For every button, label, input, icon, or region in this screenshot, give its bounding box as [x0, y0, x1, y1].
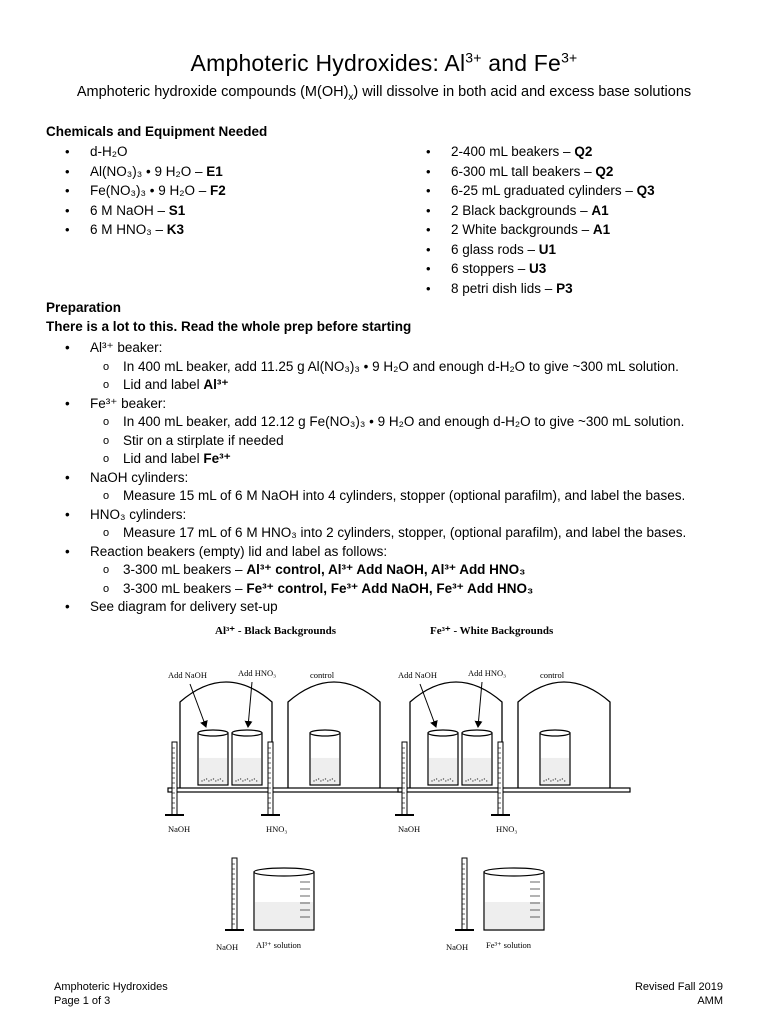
arrow: [478, 682, 482, 727]
label-hno3: HNO₃: [496, 824, 518, 834]
list-item: • Fe(NO₃)₃ • 9 H₂O – F2: [46, 181, 226, 201]
list-item: • 2 White backgrounds – A1: [407, 220, 655, 240]
page-subtitle: Amphoteric hydroxide compounds $(M(OH)_x)$ will dissolve in both acid and excess base solutions: [76, 84, 692, 103]
precipitate: [441, 779, 442, 780]
page-number: Page 1 of 3: [54, 995, 111, 1007]
precipitate: [327, 780, 328, 781]
beaker-rim: [540, 730, 570, 736]
list-item: o In 400 mL beaker, add 12.12 g Fe(NO₃)₃ • 9 H₂O and enough d-H₂O to give ~300 mL solution.: [46, 413, 746, 432]
list-item: • Al³⁺ beaker: o In 400 mL beaker, add 11.25 g Al(NO₃)₃ • 9 H₂O and enough d-H₂O to give ~300 mL solution. o Lid and label Al³⁺: [46, 339, 746, 395]
precipitate: [320, 780, 321, 781]
precipitate: [318, 778, 319, 779]
precipitate: [468, 779, 469, 780]
precipitate: [208, 780, 209, 781]
precipitate: [251, 779, 252, 780]
list-item: • Reaction beakers (empty) lid and label as follows: o 3-300 mL beakers – Al³⁺ control, Al³⁺ Add NaOH, Al³⁺ Add HNO₃ o 3-300 mL beakers – Fe³⁺ control, Fe³⁺ Add NaOH, Fe³⁺ Add HNO₃: [46, 543, 746, 599]
list-item: • 8 petri dish lids – P3: [407, 279, 655, 299]
label-naoh: NaOH: [446, 942, 469, 952]
author-initials: AMM: [697, 995, 723, 1007]
list-item: o Stir on a stirplate if needed: [46, 432, 746, 451]
label-add-hno3: Add HNO₃: [468, 668, 507, 678]
list-item: • 6-25 mL graduated cylinders – Q3: [407, 181, 655, 201]
precipitate: [220, 778, 221, 779]
diagram-title-al: Al³⁺ - Black Backgrounds: [215, 625, 337, 637]
beaker-liquid: [199, 758, 227, 784]
list-item: • NaOH cylinders: o Measure 15 mL of 6 M NaOH into 4 cylinders, stopper (optional parafilm), and label the bases.: [46, 469, 746, 506]
precipitate: [470, 778, 471, 779]
precipitate: [465, 780, 466, 781]
precipitate: [481, 779, 482, 780]
label-naoh: NaOH: [168, 824, 191, 834]
precipitate: [323, 779, 324, 780]
beaker-rim: [428, 730, 458, 736]
list-item: o Measure 15 mL of 6 M NaOH into 4 cylinders, stopper (optional parafilm), and label the bases.: [46, 487, 746, 506]
shelf: [168, 788, 400, 792]
precipitate: [313, 780, 314, 781]
al-setup: [165, 668, 400, 834]
list-item: o Lid and label Al³⁺: [46, 376, 746, 395]
precipitate: [206, 778, 207, 779]
stock-beaker-rim: [484, 868, 544, 876]
precipitate: [557, 780, 558, 781]
beaker-liquid: [463, 758, 491, 784]
precipitate: [334, 780, 335, 781]
beaker-rim: [310, 730, 340, 736]
precipitate: [431, 780, 432, 781]
footer-left: [54, 980, 168, 1008]
precipitate: [201, 780, 202, 781]
precipitate: [447, 779, 448, 780]
list-item: o 3-300 mL beakers – Fe³⁺ control, Fe³⁺ Add NaOH, Fe³⁺ Add HNO₃: [46, 580, 746, 599]
label-control: control: [310, 670, 335, 680]
precipitate: [452, 780, 453, 781]
beaker-liquid: [429, 758, 457, 784]
shelf: [398, 788, 630, 792]
label-naoh: NaOH: [398, 824, 421, 834]
list-item: • HNO₃ cylinders: o Measure 17 mL of 6 M HNO₃ into 2 cylinders, stopper, (optional parafilm), and label the bases.: [46, 506, 746, 543]
precipitate: [204, 779, 205, 780]
precipitate: [562, 778, 563, 779]
precipitate: [222, 780, 223, 781]
label-solution: Al³⁺ solution: [256, 940, 302, 950]
precipitate: [247, 778, 248, 779]
list-item: o In 400 mL beaker, add 11.25 g Al(NO₃)₃ • 9 H₂O and enough d-H₂O to give ~300 mL solution.: [46, 358, 746, 377]
label-add-hno3: Add HNO₃: [238, 668, 277, 678]
precipitate: [477, 778, 478, 779]
list-item: • 6 stoppers – U3: [407, 259, 655, 279]
precipitate: [325, 778, 326, 779]
precipitate: [450, 778, 451, 779]
beaker-liquid: [233, 758, 261, 784]
precipitate: [332, 778, 333, 779]
list-item: • Al(NO₃)₃ • 9 H₂O – E1: [46, 162, 226, 182]
list-item: • Fe³⁺ beaker: o In 400 mL beaker, add 12.12 g Fe(NO₃)₃ • 9 H₂O and enough d-H₂O to give ~300 mL solution. o Stir on a stirplate if needed o Lid and label Fe³⁺: [46, 395, 746, 469]
list-item: • 6 M NaOH – S1: [46, 201, 226, 221]
precipitate: [475, 779, 476, 780]
stock-liquid: [255, 902, 313, 929]
stock-beaker-rim: [254, 868, 314, 876]
list-item: • 6-300 mL tall beakers – Q2: [407, 162, 655, 182]
list-item: • 2 Black backgrounds – A1: [407, 201, 655, 221]
precipitate: [235, 780, 236, 781]
precipitate: [443, 778, 444, 779]
precipitate: [550, 780, 551, 781]
beaker-liquid: [541, 758, 569, 784]
list-item: • 6 M HNO₃ – K3: [46, 220, 226, 240]
beaker-rim: [462, 730, 492, 736]
precipitate: [438, 780, 439, 781]
list-item: • d-H₂O: [46, 142, 226, 162]
revision-date: Revised Fall 2019: [634, 981, 723, 993]
precipitate: [249, 780, 250, 781]
precipitate: [245, 779, 246, 780]
precipitate: [546, 779, 547, 780]
list-item: • 6 glass rods – U1: [407, 240, 655, 260]
list-item: o Measure 17 mL of 6 M HNO₃ into 2 cylinders, stopper, (optional parafilm), and label the bases.: [46, 524, 746, 543]
stock-setup: [216, 858, 544, 952]
beaker-liquid: [311, 758, 339, 784]
precipitate: [316, 779, 317, 780]
precipitate: [217, 779, 218, 780]
precipitate: [215, 780, 216, 781]
diagram-title-fe: Fe³⁺ - White Backgrounds: [430, 625, 554, 637]
precipitate: [548, 778, 549, 779]
list-item: o Lid and label Fe³⁺: [46, 450, 746, 469]
precipitate: [242, 780, 243, 781]
list-item: o 3-300 mL beakers – Al³⁺ control, Al³⁺ Add NaOH, Al³⁺ Add HNO₃: [46, 561, 746, 580]
precipitate: [472, 780, 473, 781]
precipitate: [479, 780, 480, 781]
precipitate: [213, 778, 214, 779]
stock-liquid: [485, 902, 543, 929]
beaker-rim: [198, 730, 228, 736]
label-hno3: HNO₃: [266, 824, 288, 834]
precipitate: [329, 779, 330, 780]
precipitate: [240, 778, 241, 779]
precipitate: [564, 780, 565, 781]
precipitate: [254, 778, 255, 779]
precipitate: [445, 780, 446, 781]
page-title: Amphoteric Hydroxides: $Al^{3+}$ and $Fe^{3+}$: [190, 49, 578, 76]
precipitate: [238, 779, 239, 780]
list-item: • See diagram for delivery set-up: [46, 598, 746, 617]
precipitate: [543, 780, 544, 781]
list-item: • 2-400 mL beakers – Q2: [407, 142, 655, 162]
label-naoh: NaOH: [216, 942, 239, 952]
precipitate: [555, 778, 556, 779]
arrow: [248, 682, 252, 727]
precipitate: [434, 779, 435, 780]
chemicals-heading: Chemicals and Equipment Needed: [46, 124, 268, 139]
label-add-naoh: Add NaOH: [168, 670, 207, 680]
arrow: [420, 684, 436, 727]
precipitate: [484, 778, 485, 779]
precipitate: [211, 779, 212, 780]
precipitate: [553, 779, 554, 780]
precipitate: [559, 779, 560, 780]
precipitate: [256, 780, 257, 781]
label-control: control: [540, 670, 565, 680]
precipitate: [486, 780, 487, 781]
fe-setup: [395, 668, 630, 834]
label-solution: Fe³⁺ solution: [486, 940, 532, 950]
preparation-note: There is a lot to this. Read the whole prep before starting: [46, 319, 412, 334]
beaker-rim: [232, 730, 262, 736]
footer-title: Amphoteric Hydroxides: [54, 981, 168, 993]
arrow: [190, 684, 206, 727]
precipitate: [436, 778, 437, 779]
label-add-naoh: Add NaOH: [398, 670, 437, 680]
footer-right: [635, 980, 723, 1008]
preparation-heading: Preparation: [46, 300, 122, 315]
